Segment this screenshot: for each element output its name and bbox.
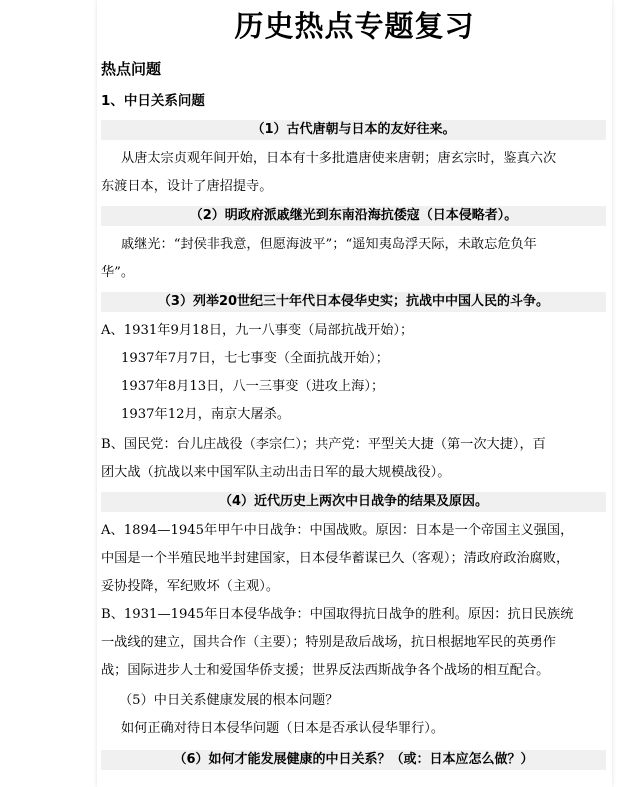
subheading-6: （6）如何才能发展健康的中日关系？（或：日本应怎么做？） <box>101 750 606 770</box>
paragraph-line: B、1931—1945年日本侵华战争：中国取得抗日战争的胜利。原因：抗日民族统 <box>101 607 574 622</box>
subheading-3: （3）列举20世纪三十年代日本侵华史实；抗战中中国人民的斗争。 <box>101 292 606 312</box>
paragraph-line: 1937年12月，南京大屠杀。 <box>121 407 291 422</box>
paragraph-line: 1937年8月13日，八一三事变（进攻上海）； <box>121 379 385 394</box>
paragraph-line: 中国是一个半殖民地半封建国家，日本侵华蓄谋已久（客观）；清政府政治腐败， <box>101 551 570 566</box>
subheading-1: （1）古代唐朝与日本的友好往来。 <box>101 120 606 140</box>
subheading-4: （4）近代历史上两次中日战争的结果及原因。 <box>101 492 606 512</box>
paragraph-line: A、1931年9月18日，九一八事变（局部抗战开始）； <box>101 323 414 338</box>
subheading-5: （5）中日关系健康发展的根本问题？ <box>119 693 339 708</box>
paragraph-line: 东渡日本，设计了唐招提寺。 <box>101 179 273 194</box>
topic-heading: 1、中日关系问题 <box>101 93 205 109</box>
paragraph-line: 从唐太宗贞观年间开始，日本有十多批遣唐使来唐朝；唐玄宗时，鉴真六次 <box>121 151 557 166</box>
paragraph-line: 团大战（抗战以来中国军队主动出击日军的最大规模战役）。 <box>101 465 451 480</box>
page-title: 历史热点专题复习 <box>234 9 475 43</box>
paragraph-line: 如何正确对待日本侵华问题（日本是否承认侵华罪行）。 <box>121 721 445 736</box>
document-page <box>97 0 612 787</box>
paragraph-line: A、1894—1945年甲午中日战争：中国战败。原因：日本是一个帝国主义强国， <box>101 523 574 538</box>
paragraph-line: 一战线的建立，国共合作（主要）；特别是敌后战场，抗日根据地军民的英勇作 <box>101 635 556 650</box>
paragraph-line: B、国民党：台儿庄战役（李宗仁）；共产党：平型关大捷（第一次大捷），百 <box>101 437 546 452</box>
paragraph-line: 华”。 <box>101 265 135 280</box>
subheading-2: （2）明政府派戚继光到东南沿海抗倭寇（日本侵略者）。 <box>101 206 606 226</box>
paragraph-line: 戚继光：“封侯非我意，但愿海波平”；“遥知夷岛浮天际，未敢忘危负年 <box>121 237 537 252</box>
paragraph-line: 妥协投降，军纪败坏（主观）。 <box>101 579 280 594</box>
section-label: 热点问题 <box>101 60 162 78</box>
paragraph-line: 战；国际进步人士和爱国华侨支援；世界反法西斯战争各个战场的相互配合。 <box>101 663 550 678</box>
paragraph-line: 1937年7月7日，七七事变（全面抗战开始）； <box>121 351 389 366</box>
